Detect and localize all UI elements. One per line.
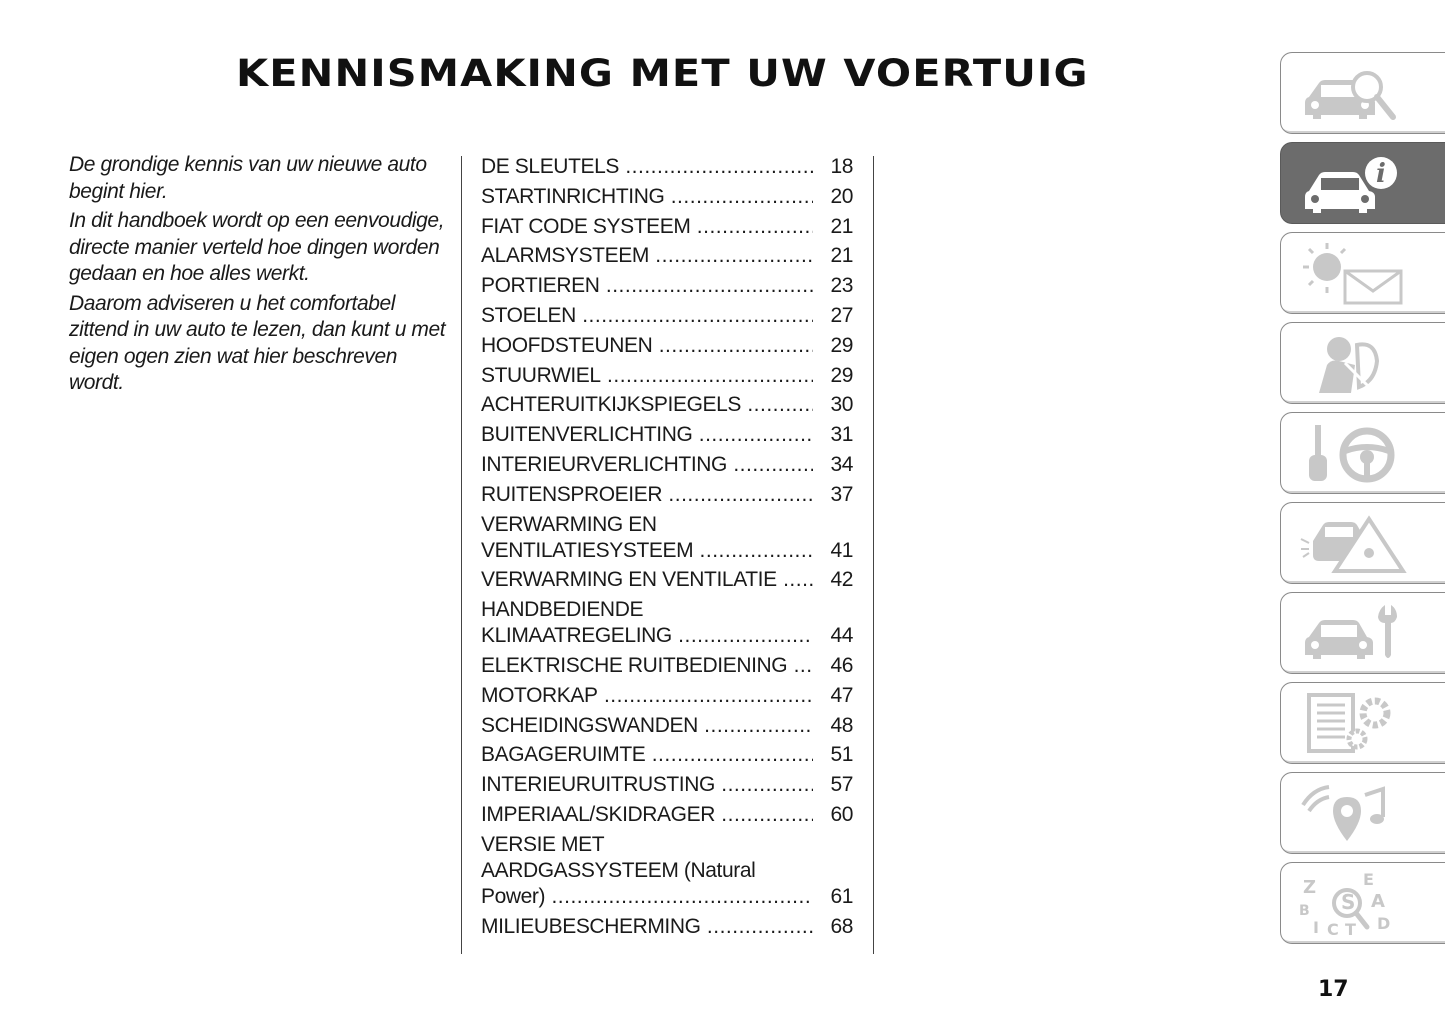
toc-entry-page: 48 — [830, 713, 853, 737]
toc-entry[interactable] — [481, 273, 853, 299]
toc-entry[interactable] — [481, 653, 853, 679]
toc-entry-label: MOTORKAP ..... — [481, 683, 813, 709]
toc-entry-page: 51 — [830, 743, 853, 767]
tab-getting-to-know[interactable] — [1280, 142, 1445, 224]
toc-entry-label: DE SLEUTELS ..... — [481, 154, 813, 180]
toc-entry-page: 21 — [830, 214, 853, 238]
multimedia-navigation-icon — [1299, 781, 1409, 845]
toc-entry-label: STARTINRICHTING ..... — [481, 184, 813, 210]
toc-entry-label: HOOFDSTEUNEN ..... — [481, 333, 813, 359]
toc-entry-page: 30 — [830, 393, 853, 417]
toc-entry-page: 44 — [830, 624, 853, 648]
toc-entry-label: RUITENSPROEIER ..... — [481, 482, 813, 508]
toc-entry[interactable] — [481, 214, 853, 240]
intro-text — [69, 152, 449, 400]
toc-entry-page: 20 — [830, 184, 853, 208]
airbag-safety-icon — [1299, 331, 1409, 395]
toc-entry-page: 41 — [830, 538, 853, 562]
toc-entry[interactable] — [481, 742, 853, 768]
toc-entry-page: 23 — [830, 274, 853, 298]
toc-entry[interactable] — [481, 333, 853, 359]
toc-entry-label: INTERIEURVERLICHTING ..... — [481, 452, 813, 478]
page-title: KENNISMAKING MET UW VOERTUIG — [236, 52, 1089, 95]
table-of-contents — [481, 154, 853, 943]
toc-entry[interactable] — [481, 303, 853, 329]
toc-entry[interactable] — [481, 243, 853, 269]
toc-entry-label: ELEKTRISCHE RUITBEDIENING ..... — [481, 653, 813, 679]
toc-entry-label-line: KLIMAATREGELING ..... — [481, 623, 813, 649]
tab-emergency[interactable] — [1280, 502, 1445, 584]
technical-data-gear-icon — [1299, 691, 1409, 755]
toc-entry-page: 29 — [830, 363, 853, 387]
intro-paragraph: Daarom adviseren u het comfortabel zittend in uw auto te lezen, dan kunt u met eigen ogen zien wat hier beschreven wordt. — [69, 291, 446, 394]
info-glyph: i — [1376, 159, 1386, 189]
toc-entry-label: BUITENVERLICHTING ..... — [481, 422, 813, 448]
toc-entry-page: 57 — [830, 773, 853, 797]
tab-maintenance[interactable] — [1280, 592, 1445, 674]
toc-entry-page: 60 — [830, 802, 853, 826]
toc-entry[interactable] — [481, 832, 853, 910]
car-info-icon — [1299, 151, 1409, 215]
index-letter: T — [1345, 920, 1356, 935]
toc-entry-label-line: VENTILATIESYSTEEM ..... — [481, 538, 813, 564]
toc-entry[interactable] — [481, 772, 853, 798]
index-letter: B — [1299, 903, 1310, 919]
index-letter: A — [1371, 891, 1385, 912]
page-number: 17 — [1318, 977, 1349, 1002]
car-maintenance-wrench-icon — [1299, 601, 1409, 665]
toc-entry-label: INTERIEURUITRUSTING ..... — [481, 772, 813, 798]
index-letter: S — [1341, 890, 1356, 914]
toc-entry[interactable] — [481, 683, 853, 709]
toc-entry-label: SCHEIDINGSWANDEN ..... — [481, 713, 813, 739]
toc-entry-label-line: AARDGASSYSTEEM (Natural — [481, 858, 756, 882]
alphabetical-index-icon — [1299, 871, 1409, 935]
tab-instrument-panel[interactable] — [1280, 232, 1445, 314]
toc-entry-page: 31 — [830, 423, 853, 447]
index-letter: I — [1313, 918, 1319, 935]
toc-entry-page: 34 — [830, 452, 853, 476]
toc-entry-page: 42 — [830, 568, 853, 592]
toc-entry-label: MILIEUBESCHERMING ..... — [481, 914, 813, 940]
toc-entry-label-line: VERSIE MET — [481, 832, 605, 856]
toc-entry-label-line: VERWARMING EN — [481, 512, 657, 536]
toc-entry-label-line: HANDBEDIENDE — [481, 598, 644, 622]
toc-entry[interactable] — [481, 184, 853, 210]
tab-technical-data[interactable] — [1280, 682, 1445, 764]
toc-entry-page: 18 — [830, 155, 853, 178]
toc-entry-label: STOELEN ..... — [481, 303, 813, 329]
toc-entry[interactable] — [481, 597, 853, 649]
toc-entry[interactable] — [481, 422, 853, 448]
index-letter: E — [1363, 871, 1374, 889]
toc-entry-page: 68 — [830, 914, 853, 938]
car-search-icon — [1299, 61, 1409, 125]
toc-entry[interactable] — [481, 914, 853, 940]
toc-entry-label — [481, 512, 813, 564]
toc-entry-page: 29 — [830, 333, 853, 357]
toc-entry[interactable] — [481, 713, 853, 739]
intro-paragraph: De grondige kennis van uw nieuwe auto begint hier. — [69, 153, 427, 203]
tab-index[interactable] — [1280, 862, 1445, 944]
divider-right — [873, 156, 874, 954]
toc-entry-label: STUURWIEL ..... — [481, 363, 813, 389]
toc-entry[interactable] — [481, 392, 853, 418]
index-letter: D — [1377, 914, 1391, 933]
toc-entry[interactable] — [481, 567, 853, 593]
car-breakdown-warning-icon — [1299, 511, 1409, 575]
toc-entry-label — [481, 597, 813, 649]
toc-entry-label — [481, 832, 813, 910]
tab-starting-driving[interactable] — [1280, 412, 1445, 494]
key-steering-wheel-icon — [1299, 421, 1409, 485]
toc-entry-label: PORTIEREN ..... — [481, 273, 813, 299]
tab-vehicle-overview[interactable] — [1280, 52, 1445, 134]
warning-light-message-icon — [1299, 241, 1409, 305]
toc-entry-label: ALARMSYSTEEM ..... — [481, 243, 813, 269]
toc-entry[interactable] — [481, 363, 853, 389]
toc-entry-label: FIAT CODE SYSTEEM ..... — [481, 214, 813, 240]
toc-entry-label: BAGAGERUIMTE ..... — [481, 742, 813, 768]
toc-entry-page: 37 — [830, 482, 853, 506]
index-letter: C — [1327, 920, 1339, 935]
toc-entry-label: VERWARMING EN VENTILATIE ..... — [481, 567, 813, 593]
toc-entry-page: 27 — [830, 303, 853, 327]
toc-entry[interactable] — [481, 154, 853, 180]
index-letter: Z — [1303, 877, 1317, 898]
toc-entry[interactable] — [481, 512, 853, 564]
toc-entry-page: 46 — [830, 653, 853, 677]
toc-entry-label: IMPERIAAL/SKIDRAGER ..... — [481, 802, 813, 828]
toc-entry[interactable] — [481, 802, 853, 828]
toc-entry-page: 61 — [830, 884, 853, 908]
toc-entry[interactable] — [481, 482, 853, 508]
toc-entry-label-line: Power) ..... — [481, 884, 813, 910]
toc-entry[interactable] — [481, 452, 853, 478]
toc-entry-label: ACHTERUITKIJKSPIEGELS ..... — [481, 392, 813, 418]
tab-safety[interactable] — [1280, 322, 1445, 404]
divider-left — [461, 156, 462, 954]
toc-entry-page: 21 — [830, 244, 853, 268]
toc-entry-page: 47 — [830, 683, 853, 707]
tab-multimedia[interactable] — [1280, 772, 1445, 854]
intro-paragraph: In dit handboek wordt op een eenvoudige, directe manier verteld hoe dingen worden gedaan en hoe alles werkt. — [69, 209, 445, 285]
